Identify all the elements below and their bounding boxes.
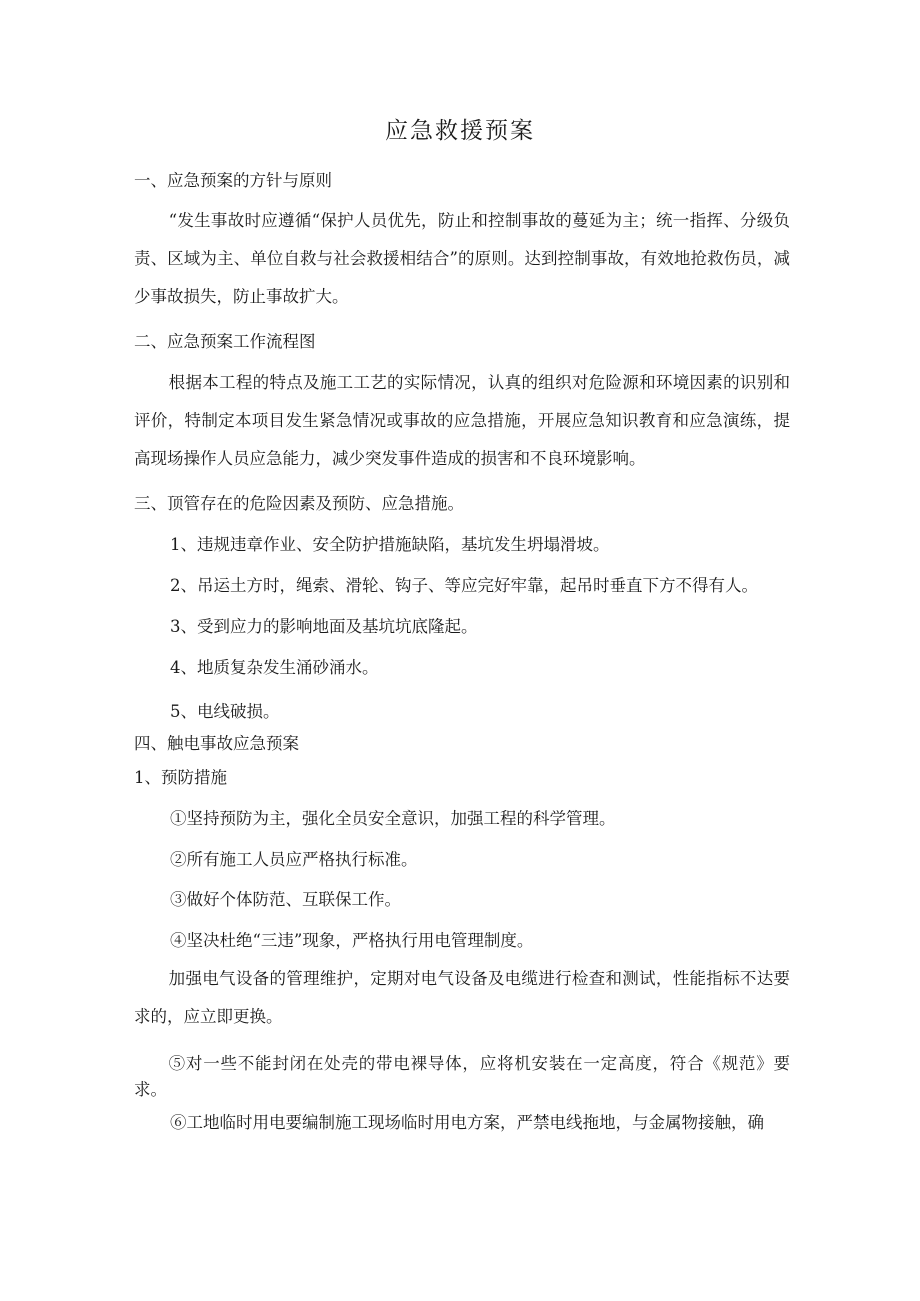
section-3-item: 3、受到应力的影响地面及基坑坑底隆起。 xyxy=(170,617,478,636)
section-3-heading: 三、顶管存在的危险因素及预防、应急措施。 xyxy=(134,494,464,513)
section-4-item: ④坚决杜绝“三违”现象，严格执行用电管理制度。 xyxy=(170,931,534,950)
section-4-subheading: 1、预防措施 xyxy=(134,768,227,787)
section-2-paragraph: 根据本工程的特点及施工工艺的实际情况，认真的组织对危险源和环境因素的识别和评价，特制定本项目发生紧急情况或事故的应急措施，开展应急知识教育和应急演练，提高现场操作人员应急能力，减少突发事件造成的损害和不良环境影响。 xyxy=(134,373,790,468)
section-4-paragraph: ⑥工地临时用电要编制施工现场临时用电方案，严禁电线拖地，与金属物接触，确 xyxy=(170,1113,764,1132)
section-4-item: ③做好个体防范、互联保工作。 xyxy=(170,890,401,909)
section-3-item: 1、违规违章作业、安全防护措施缺陷，基坑发生坍塌滑坡。 xyxy=(170,535,610,554)
section-1-heading: 一、应急预案的方针与原则 xyxy=(134,171,332,190)
document-title: 应急救援预案 xyxy=(385,118,535,144)
section-4-paragraph: ⑤对一些不能封闭在处壳的带电裸导体，应将机安装在一定高度，符合《规范》要求。 xyxy=(134,1054,790,1099)
section-3-item: 2、吊运土方时，绳索、滑轮、钩子、等应完好牢靠，起吊时垂直下方不得有人。 xyxy=(170,576,758,595)
section-4-heading: 四、触电事故应急预案 xyxy=(134,734,299,753)
section-2-heading: 二、应急预案工作流程图 xyxy=(134,332,316,351)
section-1-paragraph: “发生事故时应遵循“保护人员优先，防止和控制事故的蔓延为主；统一指挥、分级负责、区域为主、单位自救与社会救援相结合”的原则。达到控制事故，有效地抢救伤员，减少事故损失，防止事故扩大。 xyxy=(134,211,790,306)
section-4-item: ①坚持预防为主，强化全员安全意识，加强工程的科学管理。 xyxy=(170,809,616,828)
section-4-paragraph: 加强电气设备的管理维护，定期对电气设备及电缆进行检查和测试，性能指标不达要求的，应立即更换。 xyxy=(134,969,790,1026)
section-3-item: 4、地质复杂发生涌砂涌水。 xyxy=(170,658,379,677)
section-4-item: ②所有施工人员应严格执行标准。 xyxy=(170,850,418,869)
section-3-item: 5、电线破损。 xyxy=(170,702,280,721)
